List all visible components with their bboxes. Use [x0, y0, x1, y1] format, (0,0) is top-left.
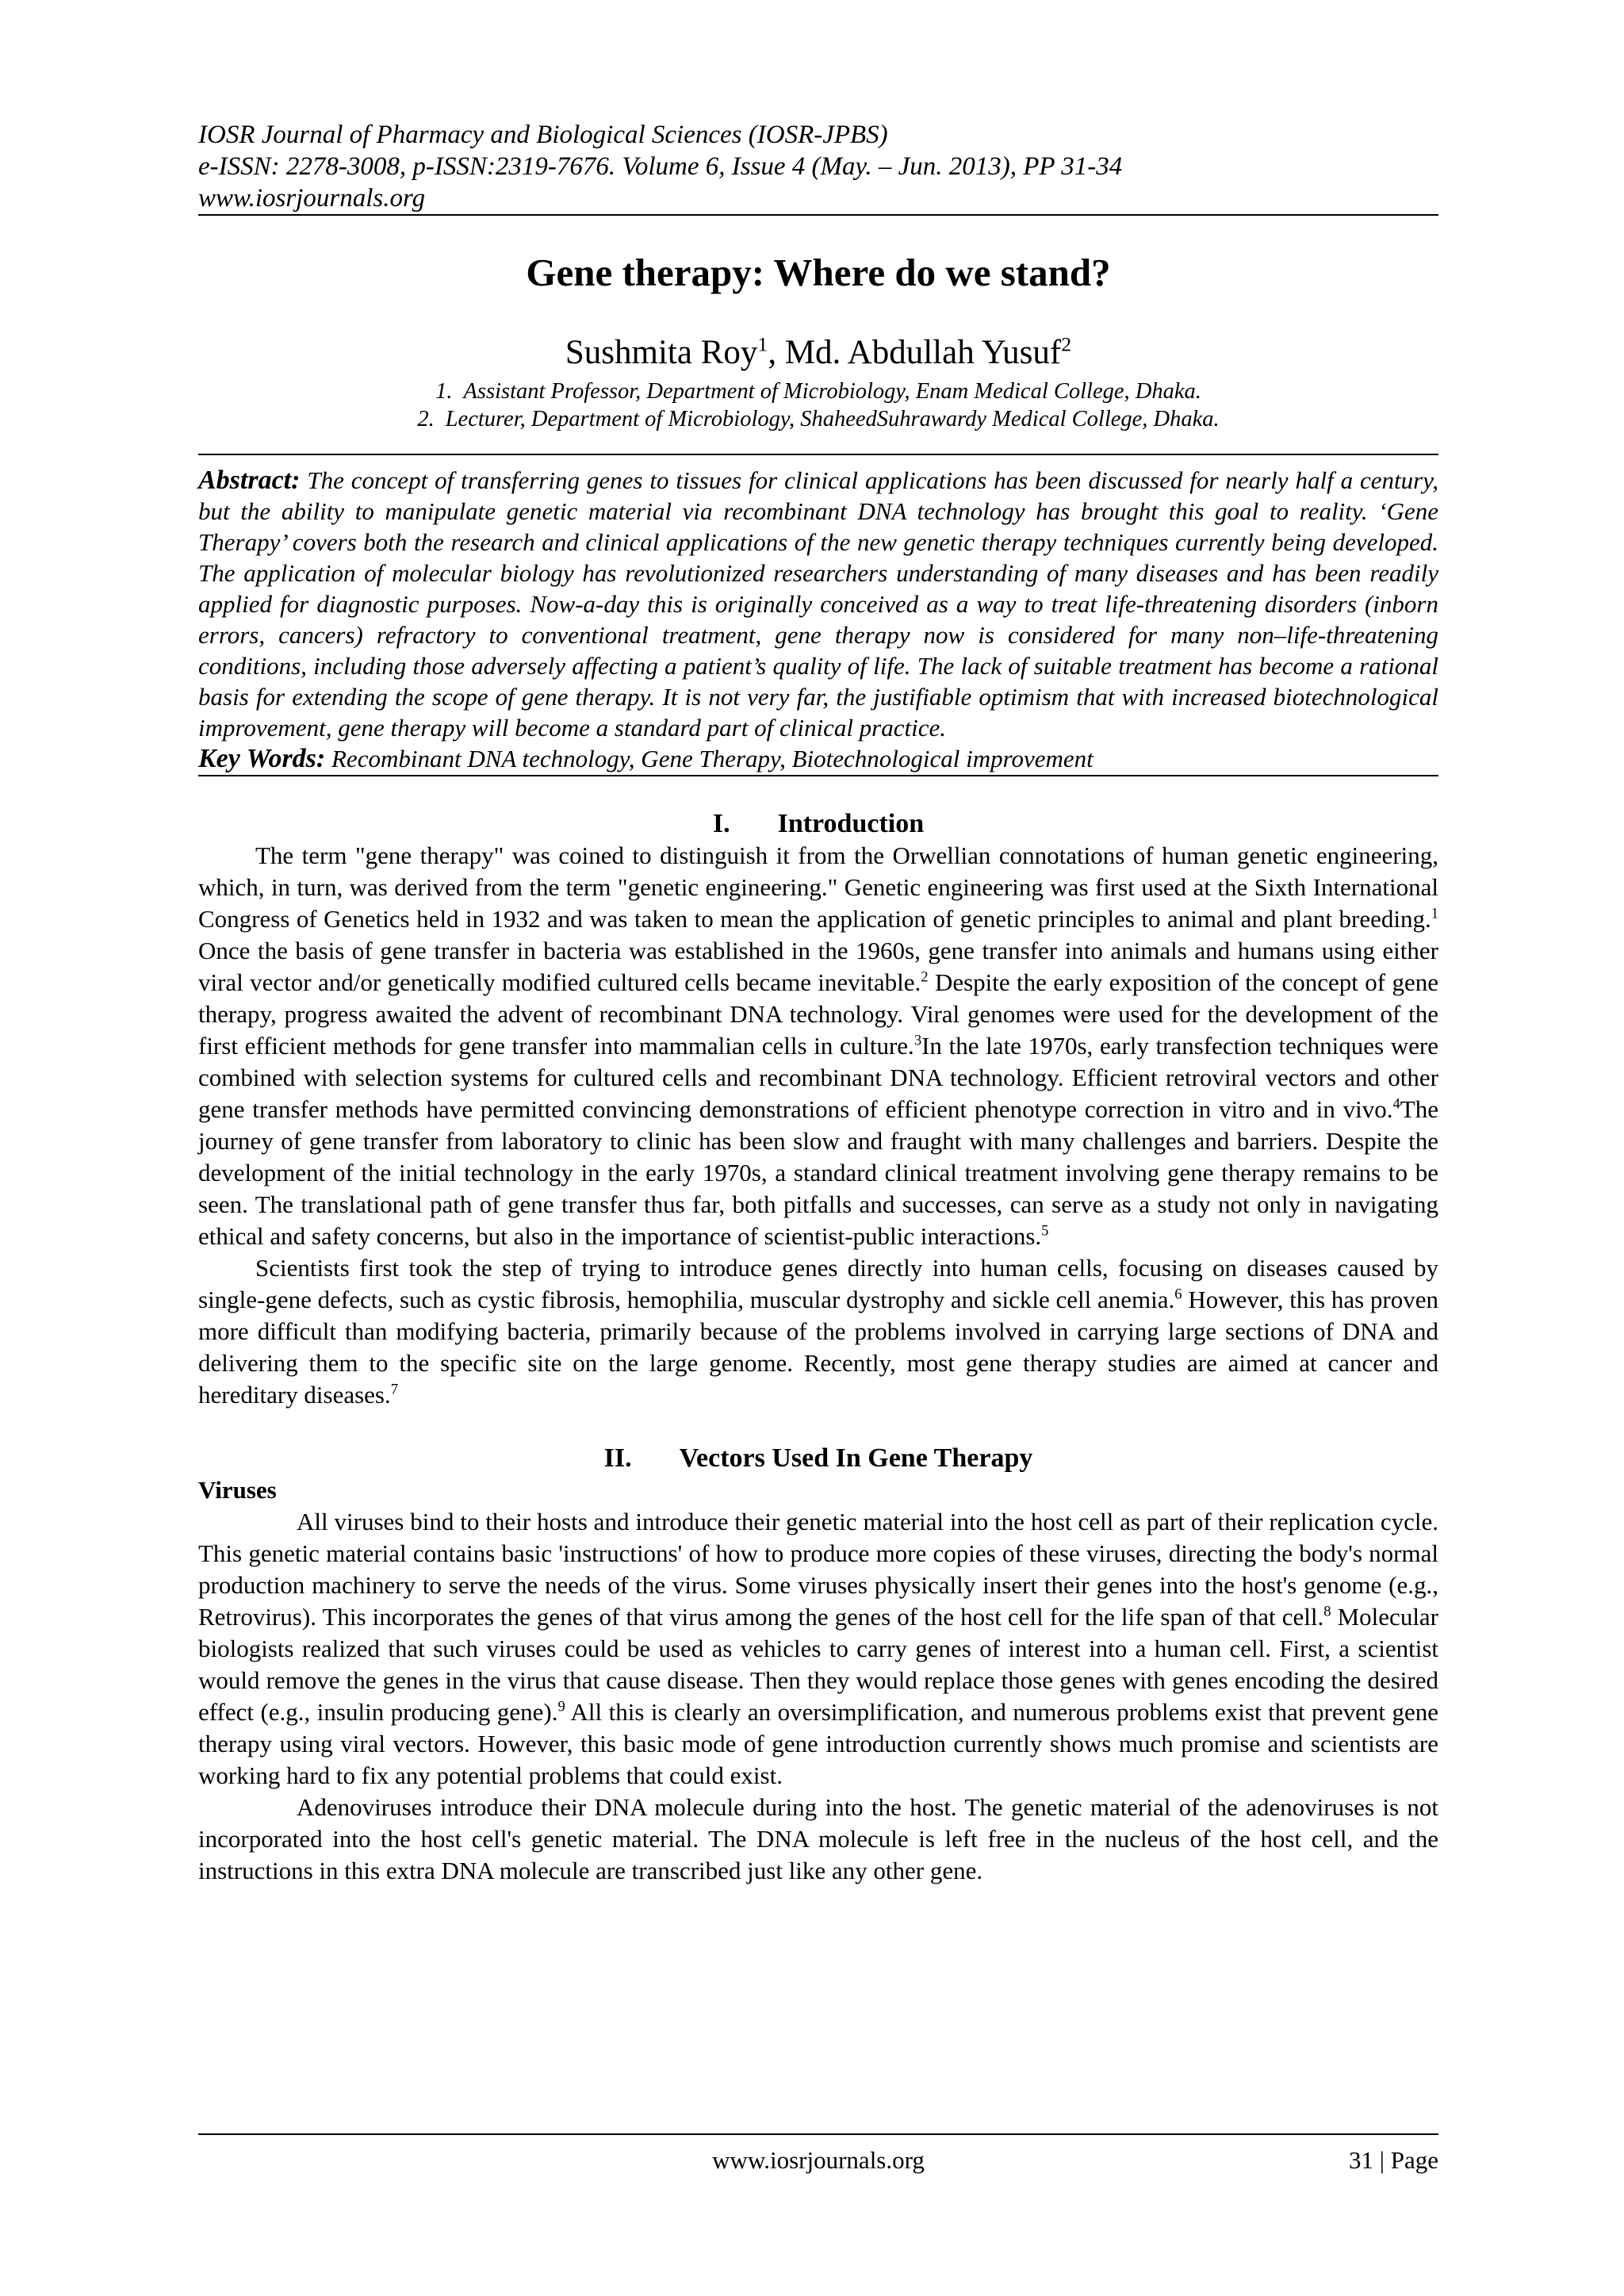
footer-page-number: 31 | Page [1349, 2146, 1438, 2174]
affiliation-1-num: 1. [435, 379, 453, 404]
page-footer [198, 2133, 1438, 2178]
section-1-num: I. [712, 809, 730, 838]
keywords-text: Recombinant DNA technology, Gene Therapy, Biotechnological improvement [331, 745, 1094, 772]
authors [198, 333, 1438, 373]
intro-paragraph-2 [198, 1252, 1438, 1411]
intro-p1-s3: Despite the early exposition of the concept of gene therapy, progress awaited the advent of recombinant DNA technology. Viral genomes were used for the development of the first efficient methods for gene transfer into mammalian cells in culture. [198, 968, 1438, 1060]
affiliation-1-text: Assistant Professor, Department of Microbiology, Enam Medical College, Dhaka. [463, 379, 1201, 404]
viruses-paragraph-2: Adenoviruses introduce their DNA molecule during into the host. The genetic material of the adenoviruses is not incorporated into the host cell's genetic material. The DNA molecule is left free in the nucleus of the host cell, and the instructions in this extra DNA molecule are transcribed just like any other gene. [198, 1793, 1438, 1884]
abstract-text: The concept of transferring genes to tissues for clinical applications has been discussed for nearly half a century, but the ability to manipulate genetic material via recombinant DNA technology has brought this goal to reality. ‘Gene Therapy’ covers both the research and clinical applications of the new genetic therapy techniques currently being developed. The application of molecular biology has revolutionized researchers understanding of many diseases and has been readily applied for diagnostic purposes. Now-a-day this is originally conceived as a way to treat life-threatening disorders (inborn errors, cancers) refractory to conventional treatment, gene therapy now is considered for many non–life-threatening conditions, including those adversely affecting a patient’s quality of life. The lack of suitable treatment has become a rational basis for extending the scope of gene therapy. It is not very far, the justifiable optimism that with increased biotechnological improvement, gene therapy will become a standard part of clinical practice. [198, 466, 1439, 742]
page [198, 119, 1438, 1887]
citation-8: 8 [1323, 1603, 1331, 1620]
journal-issn: e-ISSN: 2278-3008, p-ISSN:2319-7676. Volume 6, Issue 4 (May. – Jun. 2013), PP 31-34 [198, 152, 1123, 181]
citation-1: 1 [1431, 905, 1438, 922]
intro-p1-s2: Once the basis of gene transfer in bacteria was established in the 1960s, gene transfer into animals and humans using either viral vector and/or genetically modified cultured cells became inevitable. [198, 937, 1438, 996]
viruses-p1-s2: Molecular biologists realized that such viruses could be used as vehicles to carry genes of interest into a human cell. First, a scientist would remove the genes in the virus that cause disease. Then they would replace those genes with genes encoding the desired effect (e.g., insulin producing gene). [198, 1603, 1439, 1726]
abstract-top-rule [198, 454, 1438, 455]
intro-p1-s5: The journey of gene transfer from laboratory to clinic has been slow and fraught with many challenges and barriers. Despite the development of the initial technology in the early 1970s, a standard clinical treatment involving gene therapy remains to be seen. The translational path of gene transfer thus far, both pitfalls and successes, can serve as a study not only in navigating ethical and safety concerns, but also in the importance of scientist-public interactions. [198, 1095, 1438, 1250]
citation-2: 2 [921, 968, 929, 986]
journal-name: IOSR Journal of Pharmacy and Biological Sciences (IOSR-JPBS) [198, 121, 888, 149]
author-1: Sushmita Roy [565, 334, 758, 371]
author-1-sup: 1 [757, 332, 768, 356]
author-2: Md. Abdullah Yusuf [784, 334, 1062, 371]
footer-row [198, 2146, 1438, 2178]
citation-3: 3 [914, 1032, 922, 1049]
intro-p2-s2: However, this has proven more difficult than modifying bacteria, primarily because of the problems involved in carrying large sections of DNA and delivering them to the specific site on the large genome. Recently, most gene therapy studies are aimed at cancer and hereditary diseases. [198, 1286, 1438, 1409]
affiliation-1 [198, 378, 1438, 405]
viruses-p1-s1: All viruses bind to their hosts and introduce their genetic material into the host cell as part of their replication cycle. This genetic material contains basic 'instructions' of how to produce more copies of these viruses, directing the body's normal production machinery to serve the needs of the virus. Some viruses physically insert their genes into the host's genome (e.g., Retrovirus). This incorporates the genes of that virus among the genes of the host cell for the life span of that cell. [198, 1508, 1438, 1631]
citation-4: 4 [1392, 1095, 1400, 1113]
citation-9: 9 [557, 1698, 565, 1715]
section-1-title: Introduction [777, 809, 925, 838]
section-2-title: Vectors Used In Gene Therapy [679, 1443, 1033, 1473]
affiliations [198, 378, 1438, 433]
citation-6: 6 [1174, 1286, 1182, 1303]
footer-rule [198, 2133, 1438, 2135]
viruses-paragraph-1 [198, 1506, 1438, 1792]
intro-p2-s1: Scientists first took the step of trying to introduce genes directly into human cells, focusing on diseases caused by single-gene defects, such as cystic fibrosis, hemophilia, muscular dystrophy and sickle cell anemia. [198, 1254, 1438, 1313]
paper-title: Gene therapy: Where do we stand? [526, 251, 1111, 294]
viruses-subheading: Viruses [198, 1476, 277, 1504]
footer-site[interactable]: www.iosrjournals.org [712, 2146, 925, 2174]
journal-url[interactable]: www.iosrjournals.org [198, 184, 426, 213]
citation-5: 5 [1041, 1222, 1049, 1240]
keywords-label: Key Words: [198, 744, 326, 773]
citation-7: 7 [390, 1381, 399, 1398]
abstract [198, 465, 1438, 743]
section-2-heading [198, 1443, 1438, 1474]
intro-p1-s1: The term "gene therapy" was coined to distinguish it from the Orwellian connotations of human genetic engineering, which, in turn, was derived from the term "genetic engineering." Genetic engineering was first used at the Sixth International Congress of Genetics held in 1932 and was taken to mean the application of genetic principles to animal and plant breeding. [198, 841, 1438, 933]
keywords [198, 743, 1438, 775]
journal-header [198, 119, 1438, 214]
affiliation-2 [198, 405, 1438, 433]
section-1-heading [198, 808, 1438, 840]
affiliation-2-text: Lecturer, Department of Microbiology, ShaheedSuhrawardy Medical College, Dhaka. [445, 407, 1220, 431]
abstract-label: Abstract: [198, 466, 301, 495]
header-rule [198, 214, 1438, 216]
abstract-bottom-rule [198, 775, 1438, 776]
intro-p1-s4: In the late 1970s, early transfection techniques were combined with selection systems for cultured cells and recombinant DNA technology. Efficient retroviral vectors and other gene transfer methods have permitted convincing demonstrations of efficient phenotype correction in vitro and in vivo. [198, 1032, 1438, 1123]
author-separator: , [768, 334, 785, 371]
section-2-num: II. [603, 1443, 632, 1473]
intro-paragraph-1 [198, 840, 1438, 1252]
affiliation-2-num: 2. [417, 407, 435, 431]
author-2-sup: 2 [1061, 332, 1072, 356]
viruses-p1-s3: All this is clearly an oversimplification, and numerous problems exist that prevent gene therapy using viral vectors. However, this basic mode of gene introduction currently shows much promise and scientists are working hard to fix any potential problems that could exist. [198, 1698, 1439, 1789]
